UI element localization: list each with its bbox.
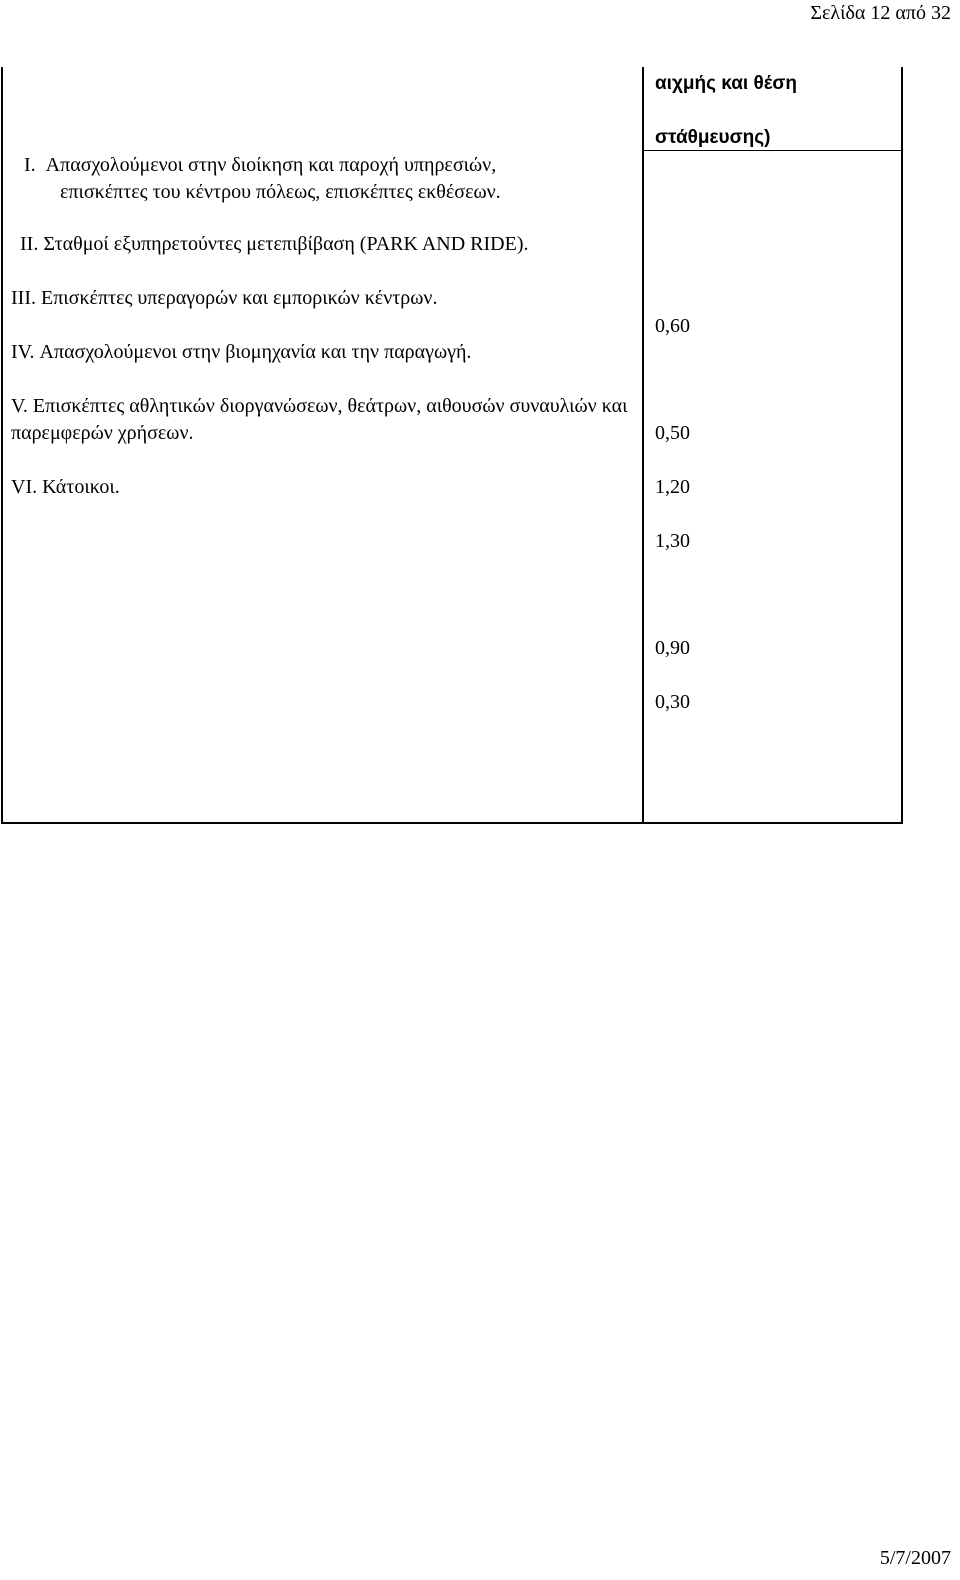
coefficient-value: 0,30 [655,691,690,713]
list-item [11,393,637,447]
list-item [11,339,471,366]
item-text-continued: επισκέπτες του κέντρου πόλεως, επισκέπτες εκθέσεων. [60,181,501,203]
item-number: VI. [11,476,38,498]
coefficient-value: 0,60 [655,315,690,337]
list-item [11,285,437,312]
list-item [24,152,624,206]
page-number-header: Σελίδα 12 από 32 [810,2,951,24]
list-item [11,474,120,501]
table-border-middle [642,67,644,824]
coefficient-value: 0,50 [655,422,690,444]
item-number: I. [24,154,36,176]
coefficient-value: 1,20 [655,476,690,498]
coefficient-value: 1,30 [655,530,690,552]
item-number: IV. [11,341,35,363]
item-number: II. [20,233,39,255]
coefficient-value: 0,90 [655,637,690,659]
table-border-bottom [1,822,903,824]
column-header-line: αιχμής και θέση [655,73,797,94]
table-border-left [1,67,3,824]
footer-date: 5/7/2007 [879,1547,951,1569]
item-text: Σταθμοί εξυπηρετούντες μετεπιβίβαση (PARK AND RIDE). [43,233,529,255]
item-text: Κάτοικοι. [42,476,120,498]
item-number: V. [11,395,28,417]
table-border-right [901,67,903,824]
item-text: Απασχολούμενοι στην διοίκηση και παροχή υπηρεσιών, [45,154,497,176]
column-header-line: στάθμευσης) [655,127,771,148]
item-number: III. [11,287,36,309]
item-text: Επισκέπτες αθλητικών διοργανώσεων, θεάτρων, αιθουσών συναυλιών και παρεμφερών χρήσεων. [11,395,628,444]
item-text: Απασχολούμενοι στην βιομηχανία και την παραγωγή. [39,341,472,363]
item-text: Επισκέπτες υπεραγορών και εμπορικών κέντρων. [40,287,438,309]
list-item [20,231,529,258]
